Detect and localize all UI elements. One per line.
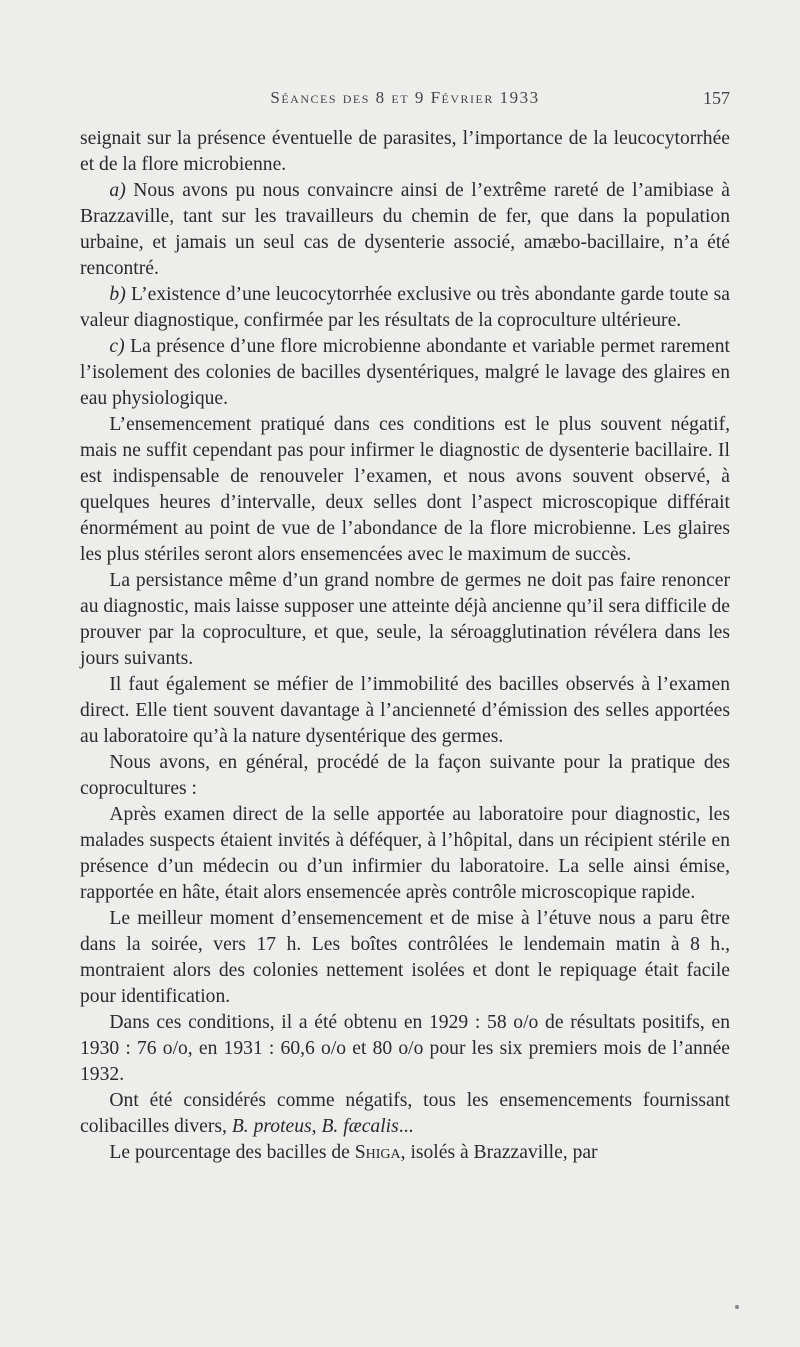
species-name: B. proteus	[231, 1116, 312, 1137]
paragraph: Après examen direct de la selle apportée au laboratoire pour diagnostic, les malades suspects étaient invités à déféquer, à l’hôpital, dans un récipient stérile en présence d’un médecin ou d’un infirmier du laboratoire. La selle ainsi émise, rapportée en hâte, était alors ensemencée après contrôle microscopique rapide.	[80, 804, 730, 903]
paragraph	[80, 334, 730, 412]
paper-speck	[735, 1305, 739, 1309]
list-label: c)	[109, 336, 125, 357]
paragraph-text: L’existence d’une leucocytorrhée exclusive ou très abondante garde toute sa valeur diagnostique, confirmée par les résultats de la coproculture ultérieure.	[80, 284, 730, 331]
paragraph: La persistance même d’un grand nombre de germes ne doit pas faire renoncer au diagnostic, mais laisse supposer une atteinte déjà ancienne qu’il sera difficile de prouver par la coproculture, et que, seule, la séroagglutination révélera dans les jours suivants.	[80, 570, 730, 669]
paragraph: Dans ces conditions, il a été obtenu en 1929 : 58 o/o de résultats positifs, en 1930 : 76 o/o, en 1931 : 60,6 o/o et 80 o/o pour les six premiers mois de l’année 1932.	[80, 1012, 730, 1085]
paragraph: seignait sur la présence éventuelle de parasites, l’importance de la leucocytorrhée et de la flore microbienne.	[80, 128, 730, 175]
paragraph	[80, 282, 730, 334]
species-name: B. fæcalis	[321, 1116, 399, 1137]
running-head: Séances des 8 et 9 Février 1933	[270, 88, 540, 107]
paragraph: Il faut également se méfier de l’immobilité des bacilles observés à l’examen direct. Elle tient souvent davantage à l’ancienneté d’émission des selles apportées au laboratoire qu’à la nature dysentérique des germes.	[80, 674, 730, 747]
list-label: a)	[109, 180, 126, 201]
paragraph: L’ensemencement pratiqué dans ces conditions est le plus souvent négatif, mais ne suffit cependant pas pour infirmer le diagnostic de dysenterie bacillaire. Il est indispensable de renouveler l’examen, et nous avons souvent observé, à quelques heures d’intervalle, deux selles dont l’aspect microscopique différait énormément au point de vue de l’abondance de la flore microbienne. Les glaires les plus stériles seront alors ensemencées avec le maximum de succès.	[80, 414, 730, 565]
author-name: Shiga	[354, 1142, 401, 1163]
paragraph	[80, 178, 730, 282]
paragraph-text: Ont été considérés comme négatifs, tous les ensemencements fournissant colibacilles divers,	[80, 1090, 730, 1137]
paragraph: Nous avons, en général, procédé de la façon suivante pour la pratique des coprocultures :	[80, 752, 730, 799]
paragraph-text: , isolés à Brazzaville, par	[400, 1142, 598, 1163]
paragraph-text: ,	[311, 1116, 322, 1137]
page-header	[80, 84, 730, 114]
list-label: b)	[109, 284, 126, 305]
paragraph-text: Nous avons pu nous convaincre ainsi de l’extrême rareté de l’amibiase à Brazzaville, tant sur les travailleurs du chemin de fer, que dans la population urbaine, et jamais un seul cas de dysenterie associé, amæbo-bacillaire, n’a été rencontré.	[80, 180, 730, 279]
paragraph-text: ...	[398, 1116, 414, 1137]
body-text	[80, 126, 730, 1166]
paragraph-text: La présence d’une flore microbienne abondante et variable permet rarement l’isolement des colonies de bacilles dysentériques, malgré le lavage des glaires en eau physiologique.	[80, 336, 730, 409]
paragraph-text: Le pourcentage des bacilles de	[109, 1142, 355, 1163]
paragraph	[80, 1088, 730, 1140]
paragraph	[80, 1140, 730, 1166]
page-number: 157	[703, 88, 730, 108]
paragraph: Le meilleur moment d’ensemencement et de mise à l’étuve nous a paru être dans la soirée, vers 17 h. Les boîtes contrôlées le lendemain matin à 8 h., montraient alors des colonies nettement isolées et dont le repiquage était facile pour identification.	[80, 908, 730, 1007]
